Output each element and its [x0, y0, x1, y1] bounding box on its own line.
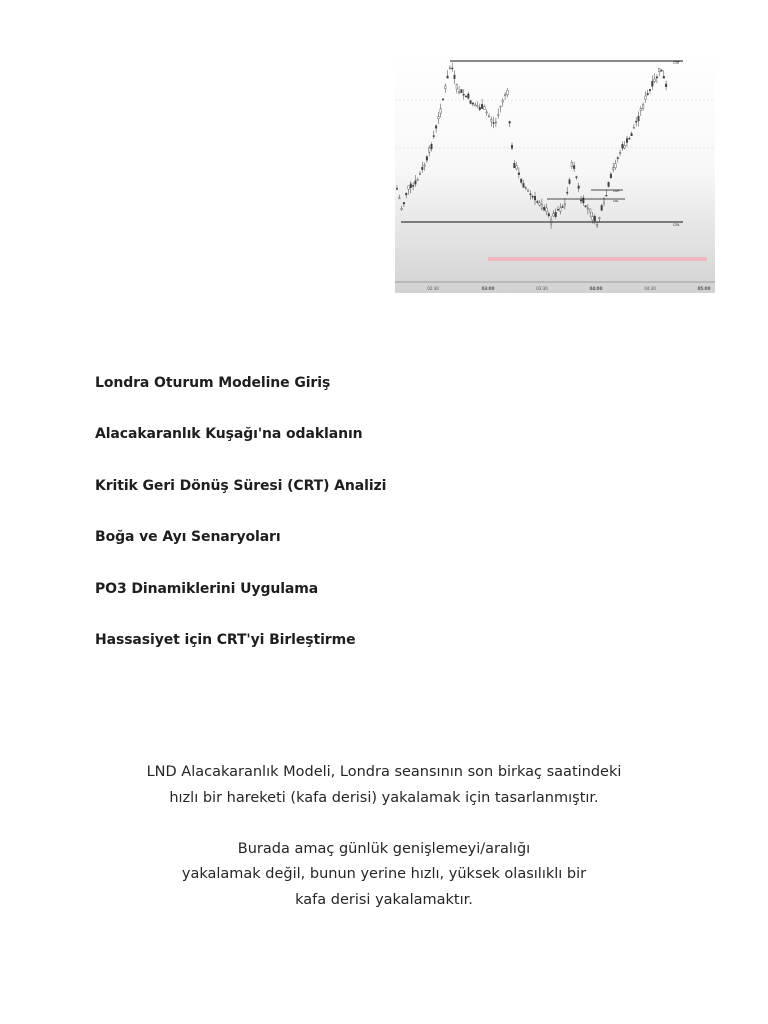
- intro-p2-line1: Burada amaç günlük genişlemeyi/aralığı: [237, 840, 531, 857]
- candle-body: [422, 167, 424, 170]
- candle-body: [468, 94, 470, 98]
- candle-body: [617, 158, 619, 159]
- candle-body: [546, 208, 548, 212]
- candle-body: [606, 195, 608, 196]
- candle-body: [642, 105, 644, 109]
- crt-high-label: CRT: [673, 61, 680, 65]
- toc-item-bull-bear-scenarios: Boğa ve Ayı Senaryoları: [95, 529, 281, 546]
- candle-body: [502, 101, 504, 103]
- price-chart: [395, 50, 715, 293]
- candle-body: [461, 89, 463, 92]
- crt-low-label: CRL: [673, 223, 680, 227]
- x-tick-label: 03:30: [536, 286, 548, 291]
- candle-body: [415, 181, 417, 184]
- candle-body: [525, 188, 527, 189]
- candle-body: [518, 173, 520, 175]
- candle-body: [548, 214, 550, 216]
- intro-p2-line3: kafa derisi yakalamaktır.: [295, 891, 473, 908]
- candle-body: [463, 94, 465, 95]
- candle-body: [573, 166, 575, 169]
- candle-body: [594, 216, 596, 221]
- candle-body: [500, 106, 502, 107]
- intro-p1-line2: hızlı bir hareketi (kafa derisi) yakalamak için tasarlanmıştır.: [169, 789, 599, 806]
- intro-paragraph-2: [84, 837, 684, 914]
- candle-body: [622, 144, 624, 148]
- candle-body: [619, 152, 621, 153]
- candle-body: [486, 112, 488, 113]
- candle-body: [537, 201, 539, 202]
- candle-body: [654, 79, 656, 82]
- candle-body: [458, 91, 460, 93]
- candle-body: [652, 81, 654, 86]
- candle-body: [578, 186, 580, 189]
- candle-body: [504, 95, 506, 96]
- range-high-label: CRH: [613, 189, 620, 193]
- candle-body: [608, 182, 610, 186]
- candle-body: [477, 106, 479, 107]
- candle-body: [470, 101, 472, 104]
- candle-body: [557, 209, 559, 210]
- candle-body: [665, 84, 667, 87]
- candle-body: [560, 208, 562, 211]
- candle-body: [569, 180, 571, 184]
- candle-body: [624, 145, 626, 148]
- candle-body: [566, 192, 568, 193]
- x-tick-label: 05:00: [697, 286, 711, 291]
- candle-body: [419, 173, 421, 174]
- candle-body: [511, 145, 513, 148]
- candle-body: [587, 208, 589, 209]
- candle-body: [580, 200, 582, 201]
- candle-body: [645, 96, 647, 99]
- candle-body: [638, 116, 640, 121]
- x-tick-label: 03:00: [481, 286, 495, 291]
- candle-body: [401, 208, 403, 209]
- candle-body: [426, 157, 428, 161]
- candle-body: [599, 218, 601, 219]
- candle-body: [523, 183, 525, 187]
- candle-body: [661, 70, 663, 72]
- candle-body: [610, 174, 612, 178]
- candle-body: [447, 76, 449, 78]
- candle-body: [403, 202, 405, 204]
- candle-body: [445, 86, 447, 89]
- candle-body: [488, 116, 490, 117]
- candle-body: [491, 119, 493, 121]
- candle-body: [451, 68, 453, 69]
- candle-body: [658, 68, 660, 72]
- candle-body: [433, 136, 435, 137]
- candle-body: [615, 164, 617, 168]
- candle-body: [596, 225, 598, 226]
- candle-body: [431, 144, 433, 149]
- candle-body: [663, 76, 665, 78]
- candle-body: [603, 199, 605, 203]
- x-tick-label: 04:00: [589, 286, 603, 291]
- candle-body: [527, 190, 529, 192]
- intro-p1-line1: LND Alacakaranlık Modeli, Londra seansının son birkaç saatindeki: [146, 764, 622, 780]
- candle-body: [571, 162, 573, 166]
- candle-body: [583, 198, 585, 203]
- candle-body: [514, 163, 516, 168]
- candle-body: [562, 207, 564, 208]
- candle-body: [428, 148, 430, 153]
- candle-body: [424, 165, 426, 166]
- toc-item-crt-analysis: Kritik Geri Dönüş Süresi (CRT) Analizi: [95, 477, 387, 494]
- intro-paragraph-1: [84, 760, 684, 811]
- candle-body: [497, 114, 499, 115]
- candle-body: [479, 107, 481, 109]
- candle-body: [592, 217, 594, 220]
- candle-body: [640, 109, 642, 111]
- candle-body: [534, 196, 536, 200]
- candle-body: [543, 207, 545, 210]
- candle-body: [633, 127, 635, 128]
- candle-body: [612, 168, 614, 170]
- candle-body: [454, 75, 456, 79]
- candle-body: [399, 198, 401, 199]
- candle-body: [585, 206, 587, 207]
- candle-body: [647, 93, 649, 95]
- candle-body: [509, 122, 511, 124]
- intro-text: [84, 760, 684, 939]
- candle-body: [649, 89, 651, 90]
- candle-body: [442, 99, 444, 100]
- candle-body: [601, 205, 603, 210]
- candle-body: [635, 121, 637, 122]
- candle-body: [656, 77, 658, 78]
- candle-body: [520, 179, 522, 182]
- candle-body: [541, 204, 543, 208]
- range-low-label: CRL: [613, 199, 619, 203]
- toc-item-intro: Londra Oturum Modeline Giriş: [95, 375, 331, 391]
- price-chart-image: [395, 50, 715, 293]
- candle-body: [438, 117, 440, 119]
- intro-p2-line2: yakalamak değil, bunun yerine hızlı, yüksek olasılıklı bir: [181, 866, 587, 883]
- candle-body: [465, 96, 467, 97]
- candle-body: [564, 204, 566, 205]
- candle-body: [456, 84, 458, 89]
- candle-body: [530, 194, 532, 195]
- candle-body: [396, 188, 398, 189]
- candle-body: [484, 107, 486, 110]
- candle-body: [449, 68, 451, 69]
- candle-body: [626, 139, 628, 143]
- candle-body: [532, 196, 534, 197]
- candle-body: [472, 103, 474, 104]
- candle-body: [481, 104, 483, 108]
- candle-body: [440, 109, 442, 113]
- candle-body: [412, 185, 414, 186]
- candle-body: [631, 134, 633, 136]
- table-of-contents: [95, 373, 386, 681]
- candle-body: [553, 214, 555, 216]
- candle-body: [417, 179, 419, 180]
- candle-body: [474, 105, 476, 106]
- toc-item-combining-crt: Hassasiyet için CRT'yi Birleştirme: [95, 631, 356, 648]
- candle-body: [629, 138, 631, 139]
- candle-body: [410, 184, 412, 188]
- candle-body: [507, 90, 509, 94]
- candle-body: [405, 193, 407, 195]
- candle-body: [516, 166, 518, 169]
- x-tick-label: 04:30: [644, 286, 656, 291]
- candle-body: [408, 186, 410, 189]
- candle-body: [435, 126, 437, 128]
- liquidity-zone: [488, 257, 707, 261]
- candle-body: [539, 203, 541, 205]
- toc-item-twilight-zone: Alacakaranlık Kuşağı'na odaklanın: [95, 426, 363, 443]
- candle-body: [555, 212, 557, 217]
- candle-body: [576, 177, 578, 178]
- candle-body: [495, 122, 497, 123]
- candle-body: [493, 122, 495, 123]
- toc-item-po3-dynamics: PO3 Dinamiklerini Uygulama: [95, 580, 319, 597]
- candle-body: [589, 209, 591, 212]
- x-tick-label: 02:30: [427, 286, 439, 291]
